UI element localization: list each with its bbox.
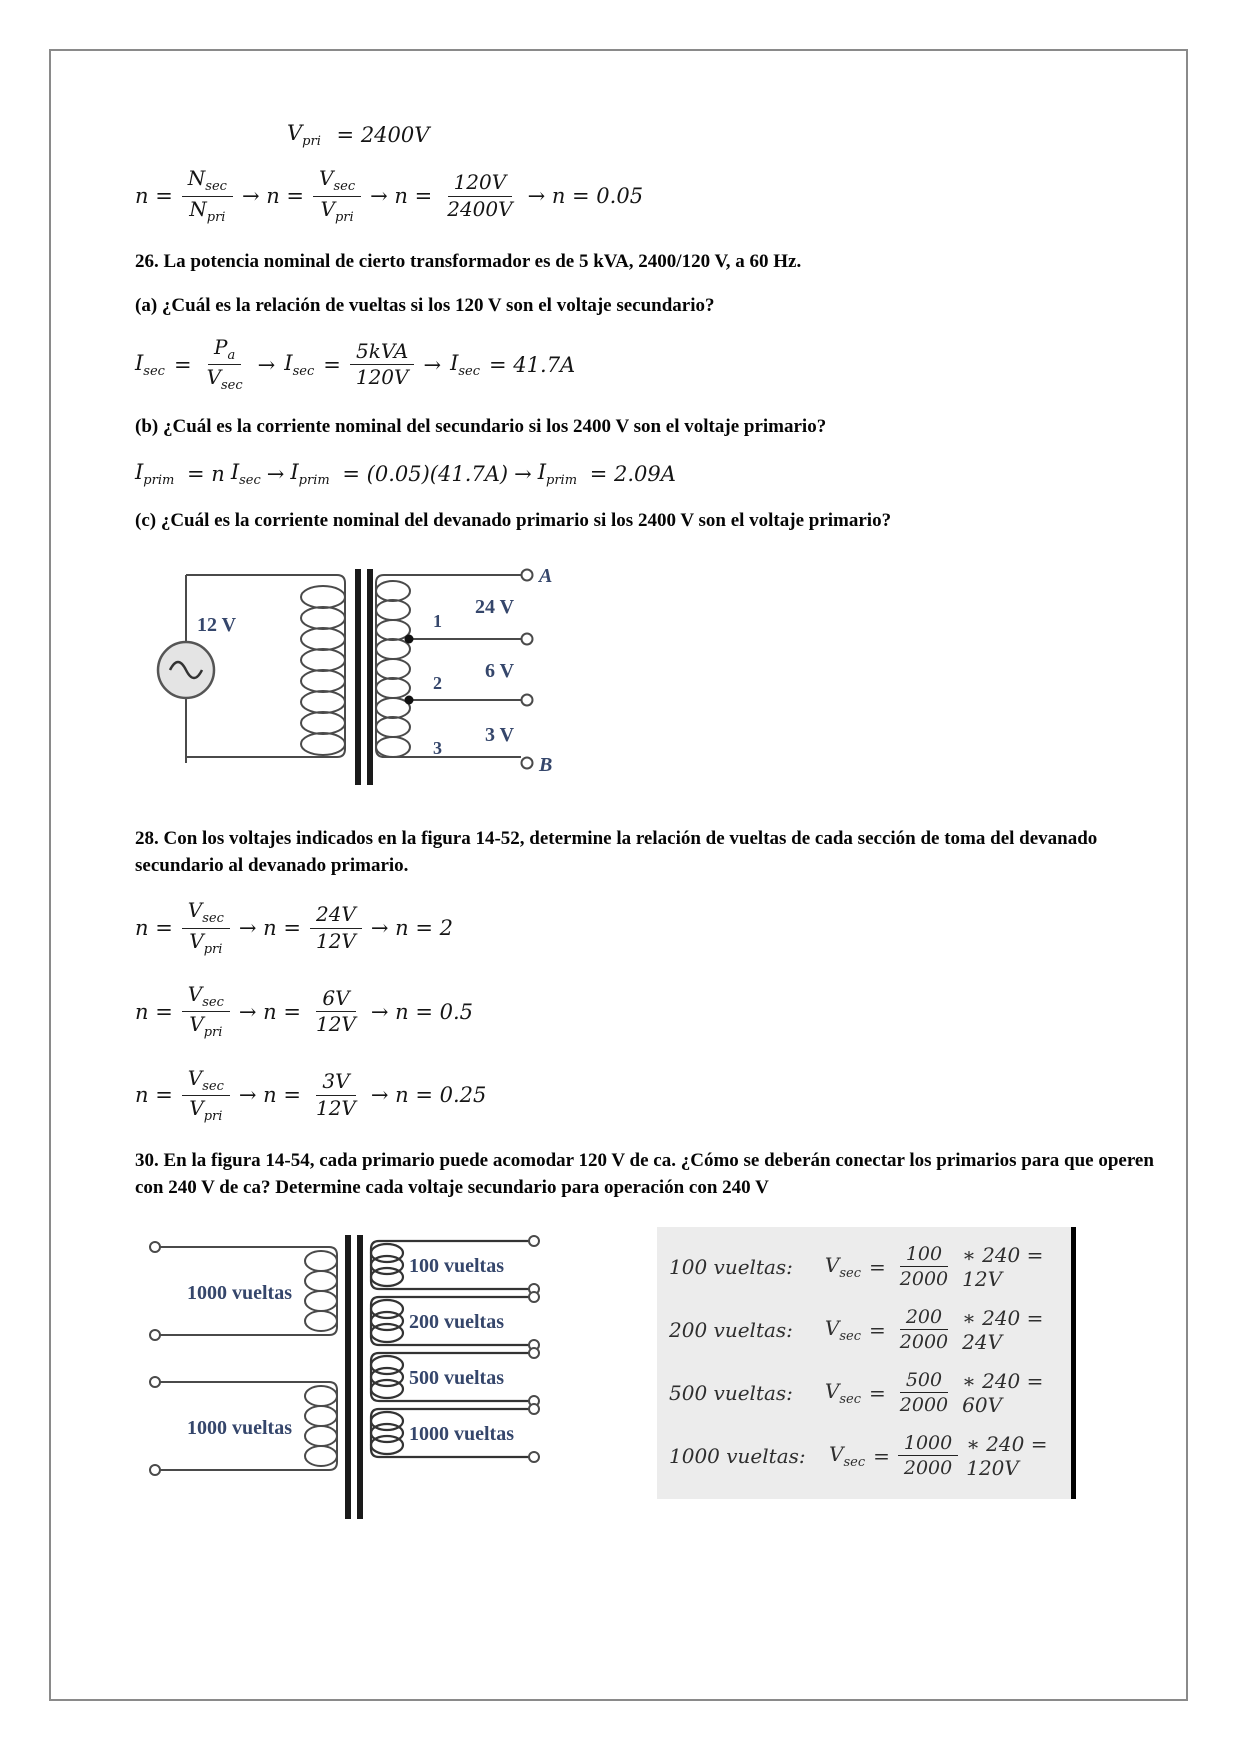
- secondary-voltage-calc-panel: [657, 1227, 1076, 1499]
- sec1000-turns-label: 1000 vueltas: [409, 1423, 514, 1446]
- calc-row-label: 200 vueltas:: [669, 1317, 793, 1342]
- terminal-b-circle: [522, 758, 533, 769]
- figure-14-52-tapped-transformer: [135, 551, 565, 803]
- fraction-numerator: 5kVA: [350, 340, 414, 366]
- figure-14-54-multi-winding-transformer: [135, 1227, 565, 1527]
- sec500-top-terminal: [529, 1348, 539, 1358]
- terminal-a-label: A: [539, 565, 553, 588]
- sec500-turns-label: 500 vueltas: [409, 1367, 504, 1390]
- math-text: →: [423, 352, 442, 377]
- fraction-numerator: $N_{sec}$: [182, 167, 233, 196]
- math-text: → n = 0.05: [527, 184, 644, 209]
- fraction: [441, 171, 518, 221]
- problem-28-text: 28. Con los voltajes indicados en la figura 14-52, determine la relación de vueltas de cada sección de toma del devanado secundario al devanado primario.: [135, 828, 1098, 876]
- sec100-top-terminal: [529, 1236, 539, 1246]
- math-text: → n =: [370, 184, 433, 209]
- fraction: [313, 167, 361, 225]
- primary1-top-terminal: [150, 1242, 160, 1252]
- sec200-turns-label: 200 vueltas: [409, 1311, 504, 1334]
- transformer-core: [345, 1235, 363, 1519]
- calc-row-500: 500 vueltas: $V_{sec}$ = $\frac{500}{2000}$ ∗ 240 = 60V: [669, 1368, 1044, 1417]
- page-content: [51, 51, 1186, 1532]
- calc-row-1000: 1000 vueltas: $V_{sec}$ = $\frac{1000}{2000}$ ∗ 240 = 120V: [669, 1431, 1048, 1480]
- fraction: [201, 336, 249, 394]
- fraction-denominator: 2400V: [447, 196, 513, 221]
- fraction-numerator: 120V: [448, 171, 513, 197]
- math-text: n =: [135, 184, 173, 209]
- calc-row-label: 500 vueltas:: [669, 1380, 793, 1405]
- calc-row-label: 1000 vueltas:: [669, 1443, 806, 1468]
- question-c-text: (c) ¿Cuál es la corriente nominal del devanado primario si los 2400 V son el voltaje primario?: [135, 510, 892, 532]
- tap-2-junction-dot: [405, 696, 414, 705]
- math-var: V: [287, 121, 303, 145]
- transformer-core: [355, 569, 373, 785]
- formula-n-3v: n = $\frac{V_{sec}}{V_{pri}}$ → n = $\frac{3V}{12V}$ → n = 0.25: [135, 1065, 487, 1124]
- tap-3-label: 3: [433, 738, 442, 759]
- primary1-turns-label: 1000 vueltas: [187, 1282, 292, 1305]
- calc-row-100: 100 vueltas: $V_{sec}$ = $\frac{100}{2000}$ ∗ 240 = 12V: [669, 1242, 1044, 1291]
- math-identifier: $I_{sec}$: [450, 350, 481, 379]
- math-text: → n =: [241, 184, 305, 209]
- fraction-denominator: 120V: [355, 365, 409, 390]
- sec1000-bottom-terminal: [529, 1452, 539, 1462]
- problem-26-text: 26. La potencia nominal de cierto transformador es de 5 kVA, 2400/120 V, a 60 Hz.: [135, 250, 802, 272]
- question-a-text: (a) ¿Cuál es la relación de vueltas si los 120 V son el voltaje secundario?: [135, 295, 715, 317]
- fraction: [182, 167, 233, 225]
- fraction-denominator: $V_{pri}$: [320, 196, 354, 225]
- formula-n-chain: [135, 167, 1156, 225]
- terminal-b-label: B: [539, 754, 553, 777]
- page-border-frame: [49, 49, 1188, 1701]
- primary2-bottom-terminal: [150, 1465, 160, 1475]
- question-b-text: (b) ¿Cuál es la corriente nominal del secundario si los 2400 V son el voltaje primario?: [135, 415, 827, 437]
- sec200-top-terminal: [529, 1292, 539, 1302]
- tap-1-label: 1: [433, 611, 442, 632]
- fraction: [350, 340, 415, 390]
- voltage-6v-label: 6 V: [485, 660, 515, 683]
- fraction-denominator: $V_{sec}$: [206, 365, 243, 394]
- primary2-turns-label: 1000 vueltas: [187, 1417, 292, 1440]
- sec100-turns-label: 100 vueltas: [409, 1255, 504, 1278]
- problem-30-text: 30. En la figura 14-54, cada primario puede acomodar 120 V de ca. ¿Cómo se deberán conectar los primarios para que operen con 240 V de ca? Determine cada voltaje secundario para operación con 240 V: [135, 1150, 1154, 1198]
- terminal-tap2-circle: [522, 695, 533, 706]
- math-text: →: [257, 352, 276, 377]
- primary1-bottom-terminal: [150, 1330, 160, 1340]
- math-text: =: [323, 352, 341, 377]
- math-sub: pri: [302, 134, 321, 150]
- formula-isec: [135, 336, 1156, 394]
- ac-source: [158, 575, 214, 763]
- voltage-3v-label: 3 V: [485, 724, 515, 747]
- sec1000-top-terminal: [529, 1404, 539, 1414]
- formula-iprim: $I_{prim}$ = n $I_{sec}$ → $I_{prim}$ = (0.05)(41.7A) → $I_{prim}$ = 2.09A: [135, 460, 676, 489]
- formula-vpri: [287, 121, 1156, 149]
- fraction-numerator: $P_a$: [208, 336, 241, 365]
- source-voltage-label: 12 V: [197, 614, 237, 637]
- math-identifier: $I_{sec}$: [135, 350, 165, 379]
- tap-1-junction-dot: [405, 635, 414, 644]
- formula-n-6v: n = $\frac{V_{sec}}{V_{pri}}$ → n = $\frac{6V}{12V}$ → n = 0.5: [135, 981, 474, 1041]
- calc-row-label: 100 vueltas:: [669, 1254, 793, 1279]
- math-text: =: [173, 352, 192, 377]
- math-text: = 2400V: [329, 123, 430, 148]
- fraction-numerator: $V_{sec}$: [313, 167, 361, 196]
- voltage-24v-label: 24 V: [475, 596, 515, 619]
- tap-2-label: 2: [433, 673, 442, 694]
- math-identifier: $I_{sec}$: [284, 350, 315, 379]
- formula-n-24v: n = $\frac{V_{sec}}{V_{pri}}$ → n = $\frac{24V}{12V}$ → n = 2: [135, 898, 453, 957]
- terminal-a-circle: [522, 570, 533, 581]
- figure-14-54: [135, 1227, 565, 1532]
- calc-row-200: 200 vueltas: $V_{sec}$ = $\frac{200}{2000}$ ∗ 240 = 24V: [669, 1305, 1044, 1354]
- math-text: = 41.7A: [489, 352, 576, 377]
- fraction-denominator: $N_{pri}$: [189, 196, 226, 225]
- figure-14-54-row: [135, 1227, 1156, 1532]
- terminal-tap1-circle: [522, 634, 533, 645]
- math-identifier: [287, 121, 321, 149]
- primary2-top-terminal: [150, 1377, 160, 1387]
